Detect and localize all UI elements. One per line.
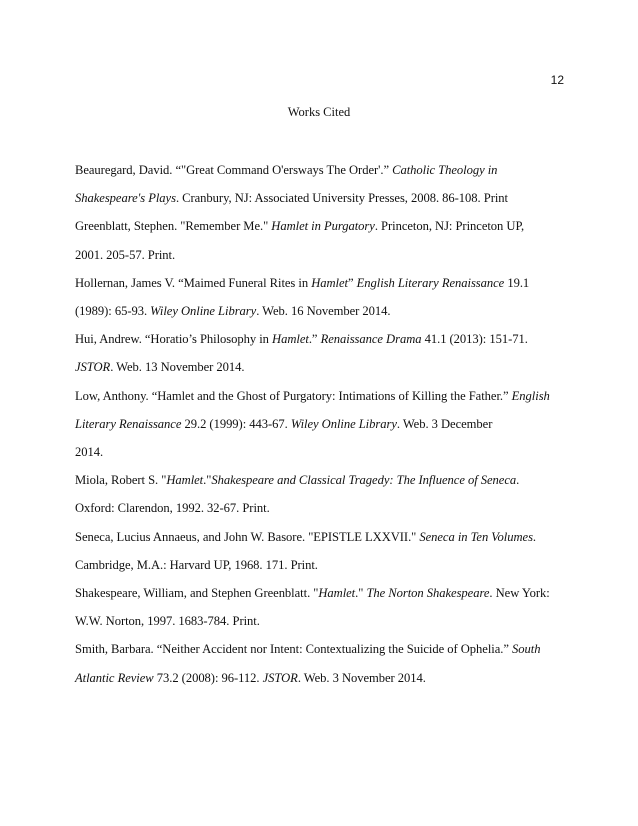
- citation-title-italic: Shakespeare's Plays: [75, 191, 176, 206]
- citation-line: [75, 494, 571, 522]
- citation-entry: [75, 269, 571, 325]
- citation-line: [75, 269, 571, 297]
- citation-text: W.W. Norton, 1997. 1683-784. Print.: [75, 614, 260, 629]
- citation-title-italic: South: [512, 642, 541, 657]
- citation-entry: [75, 523, 571, 579]
- citation-line: [75, 184, 571, 212]
- citation-text: Smith, Barbara. “Neither Accident nor Intent: Contextualizing the Suicide of Ophelia.”: [75, 642, 513, 657]
- citation-text: .": [203, 473, 212, 488]
- citation-text: 19.1: [504, 275, 530, 290]
- page-title: Works Cited: [287, 105, 351, 119]
- citation-line: [75, 635, 571, 663]
- citation-text: (1989): 65-93.: [75, 304, 151, 319]
- citation-line: [75, 353, 571, 381]
- citation-text: .: [516, 473, 520, 488]
- citation-title-italic: Literary Renaissance: [75, 416, 182, 431]
- citation-line: [75, 523, 571, 551]
- page-number: 12: [550, 73, 564, 87]
- citation-text: .”: [308, 332, 321, 347]
- citation-entry: [75, 466, 571, 522]
- citation-entry: [75, 325, 571, 381]
- citation-text: . Web. 3 November 2014.: [297, 670, 426, 685]
- citation-line: [75, 382, 571, 410]
- citation-text: .: [532, 529, 537, 544]
- citation-text: Low, Anthony. “Hamlet and the Ghost of Purgatory: Intimations of Killing the Father.”: [75, 388, 512, 403]
- citation-entry: [75, 579, 571, 635]
- citation-line: [75, 212, 571, 240]
- citation-entry: [75, 382, 571, 467]
- citation-text: .": [355, 586, 367, 601]
- citation-line: [75, 607, 571, 635]
- citation-title-italic: JSTOR: [75, 360, 111, 375]
- citation-text: Greenblatt, Stephen. "Remember Me.": [75, 219, 272, 234]
- citation-text: Seneca, Lucius Annaeus, and John W. Basore. "EPISTLE LXXVII.": [75, 529, 420, 544]
- citation-text: 41.1 (2013): 151-71.: [421, 332, 528, 347]
- citation-title-italic: Catholic Theology in: [392, 163, 498, 177]
- citation-entry: [75, 635, 571, 691]
- citation-line: [75, 579, 571, 607]
- citation-title-italic: JSTOR: [262, 670, 298, 685]
- citation-text: . Web. 13 November 2014.: [110, 360, 245, 375]
- citation-text: Cambridge, M.A.: Harvard UP, 1968. 171. Print.: [75, 557, 318, 572]
- citation-title-italic: Atlantic Review: [75, 670, 154, 685]
- citation-title-italic: Hamlet: [318, 586, 356, 601]
- citation-title-italic: Seneca in Ten Volumes: [419, 529, 533, 544]
- citation-line: [75, 664, 571, 692]
- citation-title-italic: English Literary Renaissance: [356, 275, 505, 290]
- citation-line: [75, 297, 571, 325]
- citation-title-italic: Wiley Online Library: [290, 416, 397, 431]
- citation-text: Beauregard, David. “"Great Command O'ersways The Order'.”: [75, 163, 393, 177]
- citation-text: Hui, Andrew. “Horatio’s Philosophy in: [75, 332, 273, 347]
- citation-line: [75, 325, 571, 353]
- citation-text: 2014.: [75, 445, 104, 460]
- citation-text: Oxford: Clarendon, 1992. 32-67. Print.: [75, 501, 270, 516]
- citation-line: [75, 466, 571, 494]
- citation-title-italic: Hamlet: [166, 473, 204, 488]
- works-cited-list: [75, 156, 571, 692]
- citation-text: 2001. 205-57. Print.: [75, 247, 176, 262]
- citation-text: ”: [347, 275, 357, 290]
- citation-title-italic: The Norton Shakespeare: [366, 586, 490, 601]
- citation-text: 29.2 (1999): 443-67.: [181, 416, 291, 431]
- citation-title-italic: Hamlet: [311, 275, 348, 290]
- citation-line: [75, 241, 571, 269]
- citation-title-italic: Hamlet: [272, 332, 309, 347]
- citation-text: . Princeton, NJ: Princeton UP,: [374, 219, 525, 234]
- citation-title-italic: English: [511, 388, 550, 403]
- citation-line: [75, 551, 571, 579]
- citation-text: Miola, Robert S. ": [75, 473, 167, 488]
- citation-text: . Web. 3 December: [396, 416, 493, 431]
- citation-line: [75, 410, 571, 438]
- citation-text: . Web. 16 November 2014.: [256, 304, 391, 319]
- citation-text: . New York:: [489, 586, 550, 601]
- citation-title-italic: Renaissance Drama: [320, 332, 422, 347]
- citation-line: [75, 438, 571, 466]
- citation-text: . Cranbury, NJ: Associated University Presses, 2008. 86-108. Print: [175, 191, 508, 206]
- citation-entry: [75, 212, 571, 268]
- citation-title-italic: Shakespeare and Classical Tragedy: The Influence of Seneca: [211, 473, 517, 488]
- citation-title-italic: Wiley Online Library: [150, 304, 257, 319]
- citation-entry: [75, 156, 571, 212]
- citation-text: Hollernan, James V. “Maimed Funeral Rites in: [75, 275, 312, 290]
- citation-text: Shakespeare, William, and Stephen Greenblatt. ": [75, 586, 319, 601]
- citation-line: [75, 156, 571, 184]
- citation-text: 73.2 (2008): 96-112.: [153, 670, 263, 685]
- citation-title-italic: Hamlet in Purgatory: [271, 219, 375, 234]
